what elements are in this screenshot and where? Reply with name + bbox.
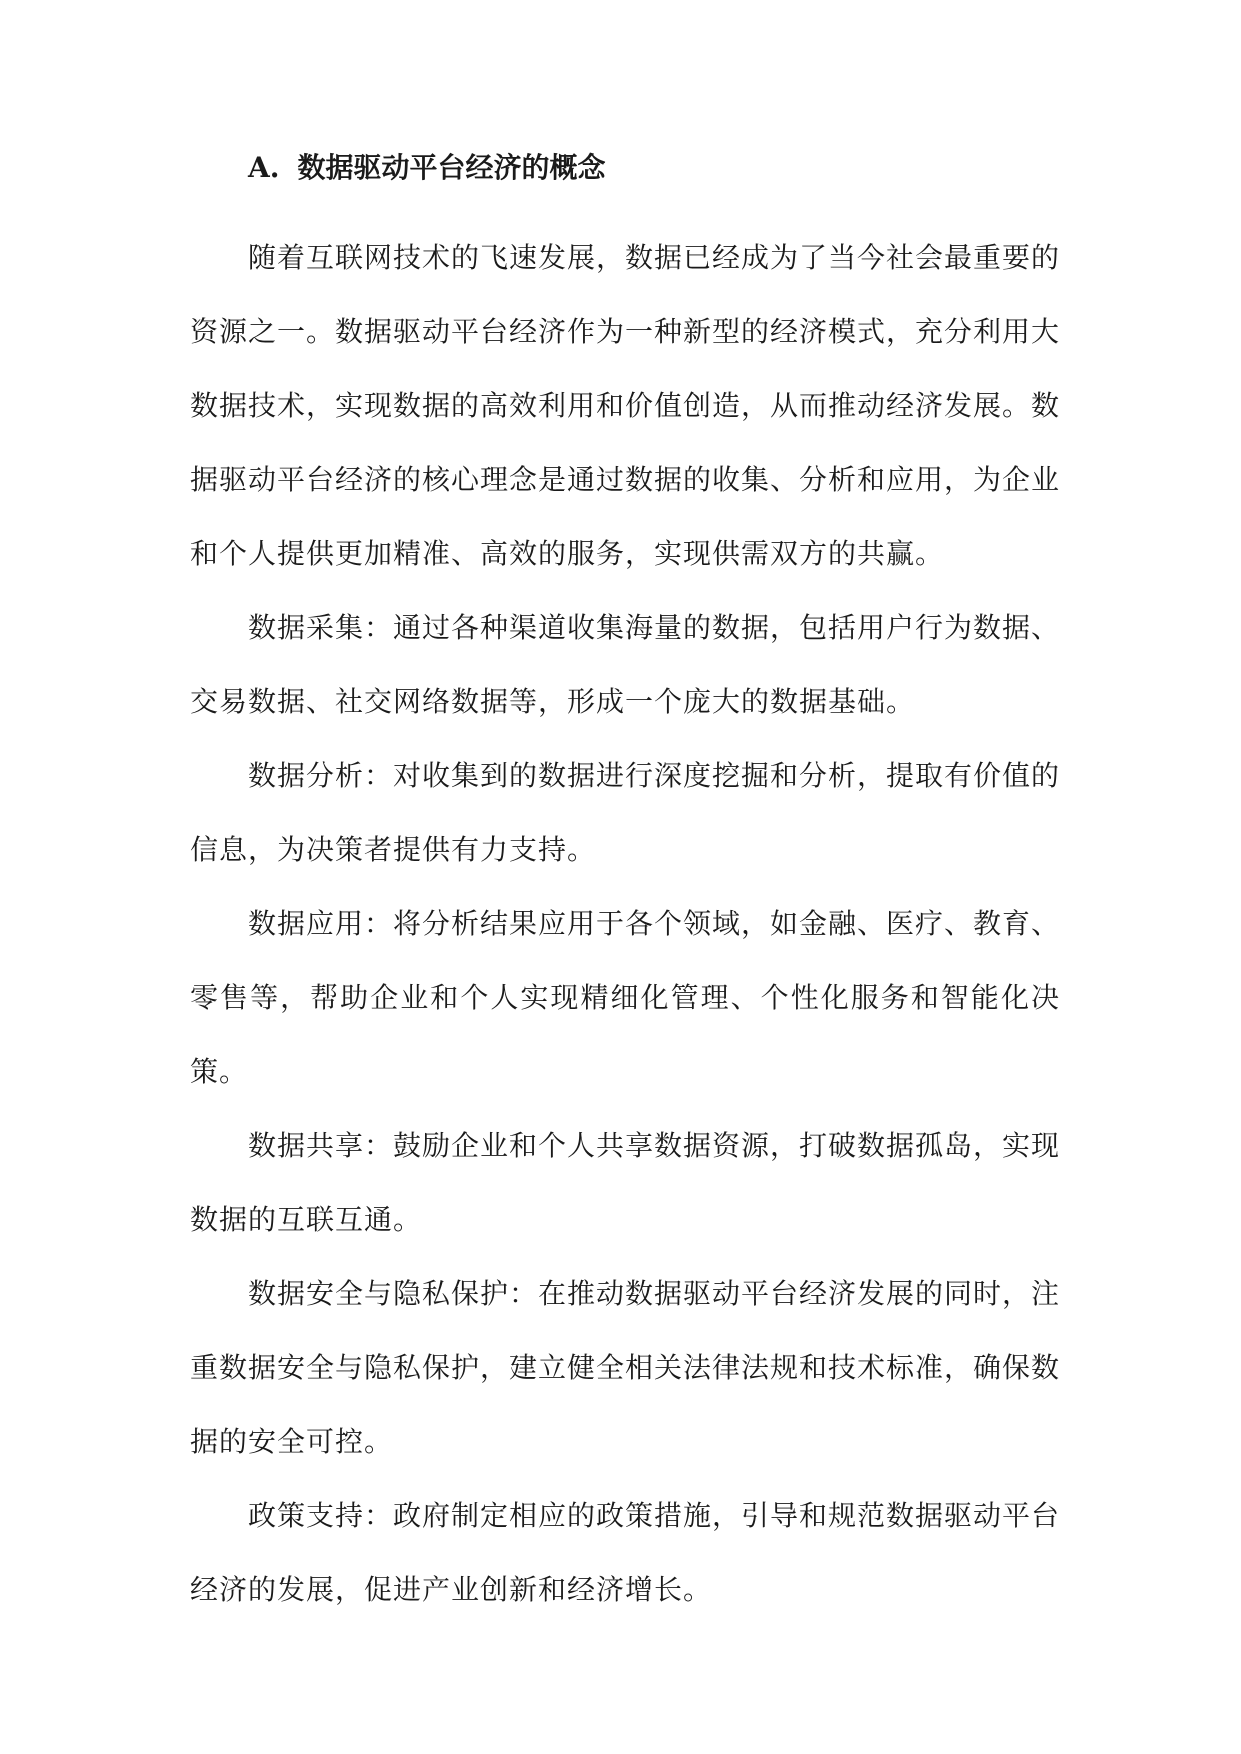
paragraph-intro: 随着互联网技术的飞速发展，数据已经成为了当今社会最重要的资源之一。数据驱动平台经济作为一种新型的经济模式，充分利用大数据技术，实现数据的高效利用和价值创造，从而推动经济发展。数据驱动平台经济的核心理念是通过数据的收集、分析和应用，为企业和个人提供更加精准、高效的服务，实现供需双方的共赢。 [190, 241, 1061, 570]
section-title: 数据驱动平台经济的概念 [297, 151, 606, 184]
section-heading [248, 145, 1060, 191]
paragraph-data-collection: 数据采集：通过各种渠道收集海量的数据，包括用户行为数据、交易数据、社交网络数据等，形成一个庞大的数据基础。 [190, 611, 1061, 718]
paragraph-data-analysis: 数据分析：对收集到的数据进行深度挖掘和分析，提取有价值的信息，为决策者提供有力支持。 [190, 759, 1061, 866]
paragraph-data-sharing: 数据共享：鼓励企业和个人共享数据资源，打破数据孤岛，实现数据的互联互通。 [190, 1129, 1061, 1236]
document-page [190, 145, 1060, 1627]
paragraph-data-application: 数据应用：将分析结果应用于各个领域，如金融、医疗、教育、零售等，帮助企业和个人实现精细化管理、个性化服务和智能化决策。 [190, 907, 1061, 1088]
section-label: A. [248, 151, 280, 184]
paragraph-data-security: 数据安全与隐私保护：在推动数据驱动平台经济发展的同时，注重数据安全与隐私保护，建立健全相关法律法规和技术标准，确保数据的安全可控。 [190, 1277, 1061, 1458]
paragraph-policy-support: 政策支持：政府制定相应的政策措施，引导和规范数据驱动平台经济的发展，促进产业创新和经济增长。 [190, 1499, 1061, 1606]
